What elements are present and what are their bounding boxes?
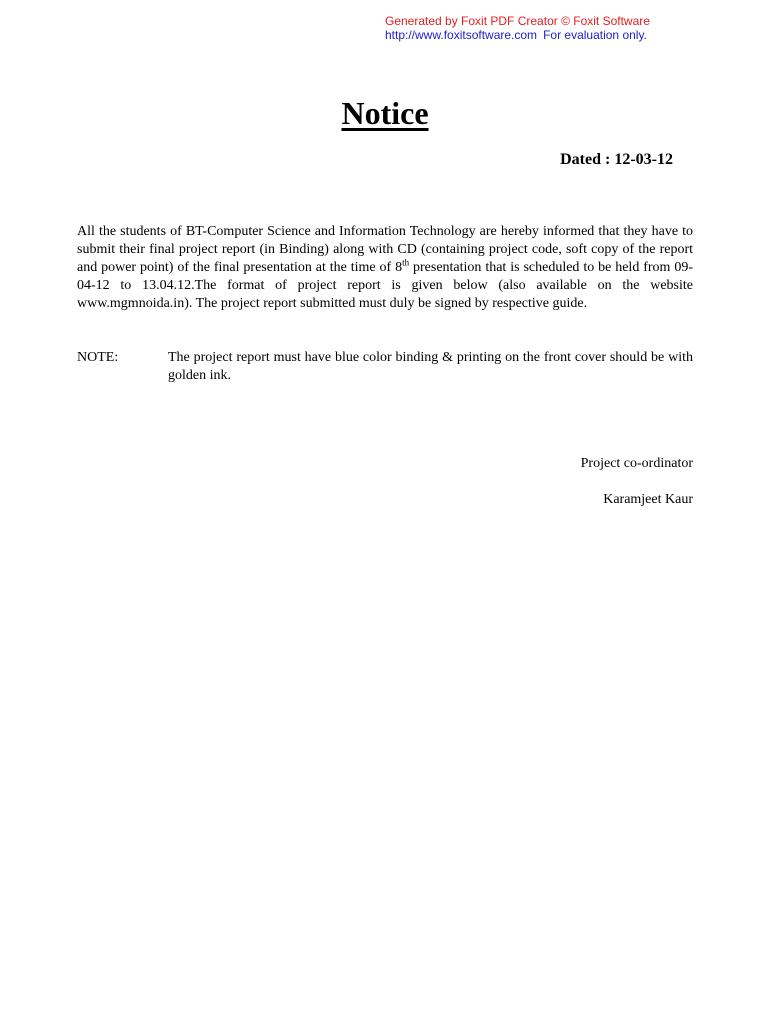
foxit-watermark [385, 14, 685, 42]
note-text: The project report must have blue color binding & printing on the front cover should be with golden ink. [168, 350, 693, 383]
notice-body-part2: presentation that is scheduled to be held from 09-04-12 to 13.04.12.The format of project report is given below (also available on the website www.mgmnoida.in). The project report submitted must duly be signed by respective guide. [77, 260, 693, 311]
notice-body [77, 223, 693, 313]
page-title: Notice [341, 95, 429, 131]
notice-body-superscript: th [402, 257, 410, 268]
note-label: NOTE: [77, 350, 119, 365]
notice-body-part1: All the students of BT-Computer Science and Information Technology are hereby informed that they have to submit their final project report (in Binding) along with CD (containing project code, soft copy of the report and power point) of the final presentation at the time of 8 [77, 224, 693, 275]
notice-date: Dated : 12-03-12 [560, 151, 673, 168]
watermark-line1: Generated by Foxit PDF Creator © Foxit Software [385, 14, 650, 28]
signatory-role: Project co-ordinator [580, 456, 693, 471]
watermark-line2 [385, 28, 685, 42]
signatory-name: Karamjeet Kaur [603, 492, 693, 507]
watermark-url-link[interactable]: http://www.foxitsoftware.com [385, 28, 538, 42]
watermark-eval-text: For evaluation only. [543, 28, 647, 42]
